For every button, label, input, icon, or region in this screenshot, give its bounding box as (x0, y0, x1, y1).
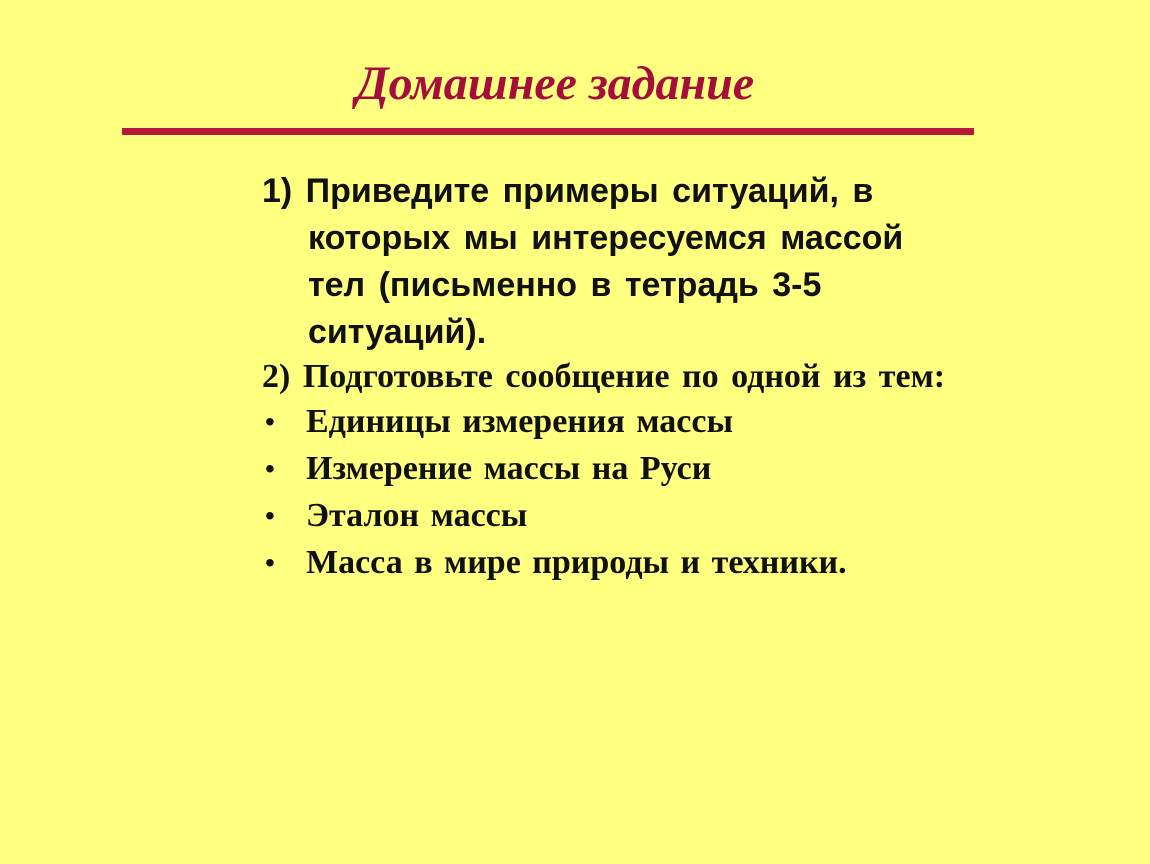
task-1 (262, 168, 982, 356)
bullet-icon: • (265, 453, 275, 484)
topic-item (262, 492, 847, 539)
task-1-line-2: которых мы интересуемся массой (308, 219, 904, 257)
topic-item (262, 539, 847, 586)
task-2-intro: 2) Подготовьте сообщение по одной из тем: (262, 358, 946, 395)
task-1-line-1: 1) Приведите примеры ситуаций, в (262, 172, 874, 210)
topic-item (262, 445, 847, 492)
topic-item (262, 398, 847, 445)
title-underline (122, 128, 974, 135)
bullet-icon: • (265, 406, 275, 437)
bullet-icon: • (265, 500, 275, 531)
slide-title: Домашнее задание (355, 57, 755, 110)
task-1-line-4: ситуаций). (308, 313, 487, 351)
topic-label: Единицы измерения массы (306, 403, 734, 440)
bullet-icon: • (265, 547, 275, 578)
topic-list (262, 398, 847, 586)
topic-label: Измерение массы на Руси (306, 450, 712, 487)
topic-label: Эталон массы (306, 497, 528, 534)
task-1-line-3: тел (письменно в тетрадь 3-5 (308, 266, 822, 304)
topic-label: Масса в мире природы и техники. (306, 544, 847, 581)
